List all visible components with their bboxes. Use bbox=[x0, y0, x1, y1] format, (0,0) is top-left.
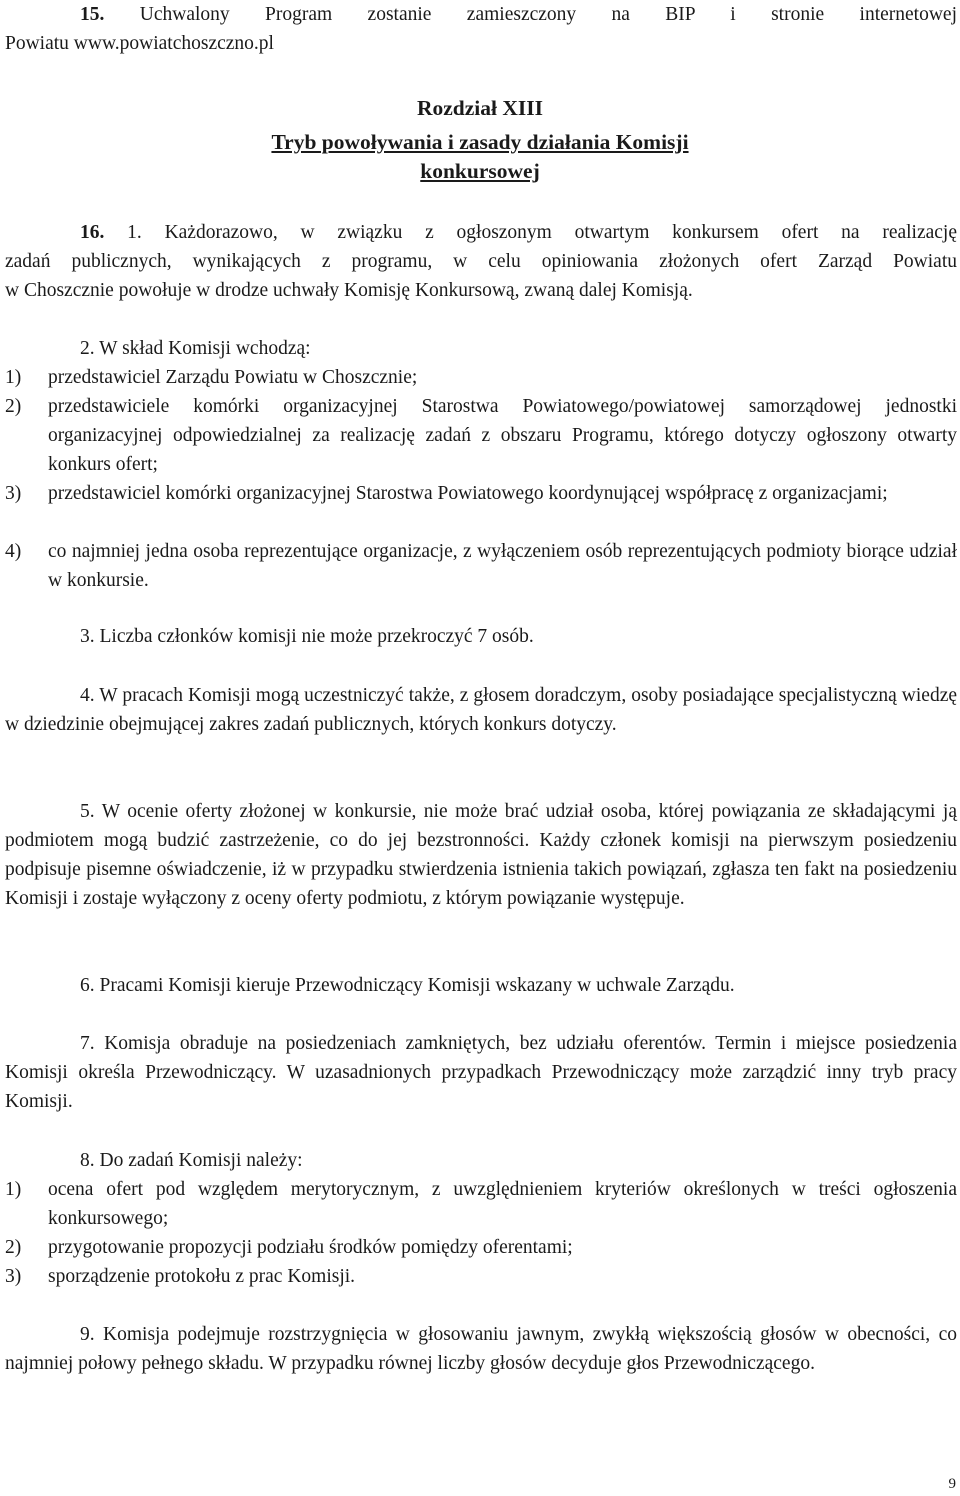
list-item-number: 2) bbox=[5, 396, 22, 417]
chapter-title-line2: konkursowej bbox=[420, 159, 540, 183]
list-item-text: ocena ofert pod względem merytorycznym, z uwzględnieniem kryteriów określonych w treści ogłoszenia konkursowego; bbox=[48, 1179, 957, 1229]
point-1-number: 1. bbox=[127, 222, 142, 243]
point-7 bbox=[5, 1029, 957, 1116]
point-3 bbox=[5, 622, 957, 651]
list-item-number: 2) bbox=[5, 1237, 22, 1258]
chapter-title-line1: Tryb powoływania i zasady działania Komisji bbox=[271, 130, 689, 154]
section-15-line2: Powiatu www.powiatchoszczno.pl bbox=[5, 33, 274, 54]
list-item-number: 1) bbox=[5, 1179, 22, 1200]
point-1-text-line1: Każdorazowo, w związku z ogłoszonym otwartym konkursem ofert na realizację bbox=[164, 222, 958, 243]
point-9 bbox=[5, 1320, 957, 1378]
list-item bbox=[5, 363, 957, 392]
point-7-text: 7. Komisja obraduje na posiedzeniach zamkniętych, bez udziału oferentów. Termin i miejsce posiedzenia Komisji określa Przewodniczący. W uzasadnionych przypadkach Przewodniczący może zarządzić inny tryb pracy Komisji. bbox=[5, 1033, 957, 1112]
list-item bbox=[5, 1175, 957, 1233]
point-3-text: 3. Liczba członków komisji nie może przekroczyć 7 osób. bbox=[80, 626, 534, 647]
point-5 bbox=[5, 797, 957, 913]
list-item bbox=[5, 392, 957, 479]
section-15-line1 bbox=[5, 0, 957, 29]
list-item bbox=[5, 537, 957, 595]
list-item bbox=[5, 479, 957, 508]
list-item bbox=[5, 1262, 957, 1291]
section-15-number: 15. bbox=[80, 4, 105, 25]
list-item-text: sporządzenie protokołu z prac Komisji. bbox=[48, 1266, 356, 1287]
point-6 bbox=[5, 971, 957, 1000]
section-16-number: 16. bbox=[80, 222, 105, 243]
list-item bbox=[5, 1233, 957, 1262]
list-item-number: 4) bbox=[5, 541, 22, 562]
list-item-text: co najmniej jedna osoba reprezentujące organizacje, z wyłączeniem osób reprezentujących podmioty biorące udział w konkursie. bbox=[48, 541, 957, 591]
list-item-number: 1) bbox=[5, 367, 22, 388]
point-1-text-line2: zadań publicznych, wynikających z programu, w celu opiniowania złożonych ofert Zarząd Powiatu bbox=[5, 251, 957, 272]
list-item-text: przedstawiciel komórki organizacyjnej Starostwa Powiatowego koordynującej współpracę z organizacjami; bbox=[48, 483, 888, 504]
point-9-text: 9. Komisja podejmuje rozstrzygnięcia w głosowaniu jawnym, zwykłą większością głosów w obecności, co najmniej połowy pełnego składu. W przypadku równej liczby głosów decyduje głos Przewodniczącego. bbox=[5, 1324, 957, 1374]
list-item-text: przygotowanie propozycji podziału środków pomiędzy oferentami; bbox=[48, 1237, 573, 1258]
list-item-number: 3) bbox=[5, 1266, 22, 1287]
point-2-intro bbox=[5, 334, 957, 363]
list-item-text: przedstawiciele komórki organizacyjnej Starostwa Powiatowego/powiatowej samorządowej jednostki organizacyjnej odpowiedzialnej za realizację zadań z obszaru Programu, którego dotyczy ogłoszony otwarty konkurs ofert; bbox=[48, 396, 957, 475]
section-15-text-line1: Uchwalony Program zostanie zamieszczony na BIP i stronie internetowej bbox=[139, 4, 957, 25]
point-8-intro-text: 8. Do zadań Komisji należy: bbox=[80, 1150, 303, 1171]
chapter-heading: Rozdział XIII bbox=[416, 96, 544, 120]
point-6-text: 6. Pracami Komisji kieruje Przewodniczący Komisji wskazany w uchwale Zarządu. bbox=[80, 975, 735, 996]
point-4 bbox=[5, 681, 957, 739]
point-4-text: 4. W pracach Komisji mogą uczestniczyć także, z głosem doradczym, osoby posiadające specjalistyczną wiedzę w dziedzinie obejmującej zakres zadań publicznych, których konkurs dotyczy. bbox=[5, 685, 957, 735]
page-number: 9 bbox=[948, 1476, 956, 1492]
list-item-text: przedstawiciel Zarządu Powiatu w Choszcznie; bbox=[48, 367, 418, 388]
point-8-intro bbox=[5, 1146, 957, 1175]
list-item-number: 3) bbox=[5, 483, 22, 504]
point-1-text-line3: w Choszcznie powołuje w drodze uchwały Komisję Konkursową, zwaną dalej Komisją. bbox=[5, 280, 693, 301]
point-2-intro-text: 2. W skład Komisji wchodzą: bbox=[80, 338, 311, 359]
point-5-text: 5. W ocenie oferty złożonej w konkursie, nie może brać udział osoba, której powiązania ze składającymi ją podmiotem mogą budzić zastrzeżenie, co do jej bezstronności. Każdy członek komisji na pierwszym posiedzeniu podpisuje pisemne oświadczenie, iż w przypadku stwierdzenia istnienia takich powiązań, zgłasza ten fakt na posiedzeniu Komisji i zostaje wyłączony z oceny oferty podmiotu, z którym powiązanie występuje. bbox=[5, 801, 957, 909]
section-16-line1 bbox=[5, 218, 957, 247]
